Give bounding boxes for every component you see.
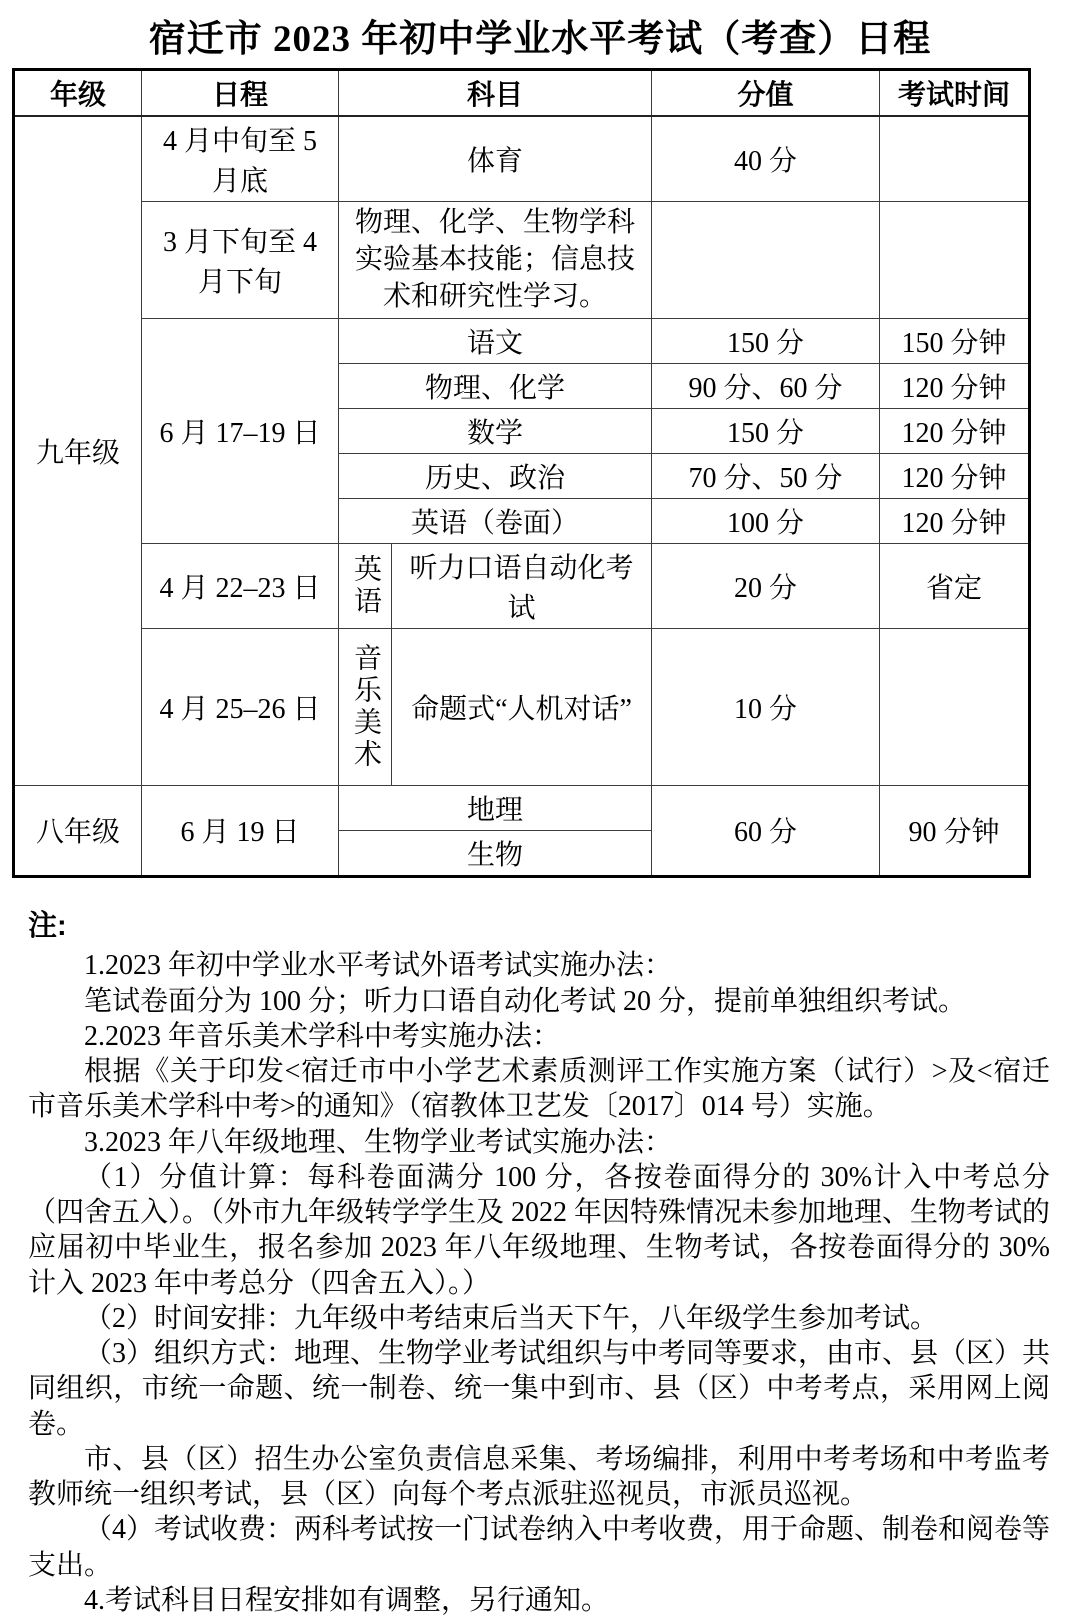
note-item-1: 1.2023 年初中学业水平考试外语考试实施办法：: [84, 950, 673, 982]
time-cell-oral: [880, 628, 1030, 785]
score-cell-sports: 40 分: [652, 116, 880, 202]
score-cell-experiment: [652, 202, 880, 319]
subject-cell-geography: 地理: [339, 785, 652, 830]
subject-cell-chinese: 语文: [339, 318, 652, 363]
category-cell-music-art: 音乐美术: [339, 628, 392, 785]
time-cell-listening: 省定: [880, 543, 1030, 628]
subject-cell-experiment: 物理、化学、生物学科实验基本技能；信息技术和研究性学习。: [339, 202, 652, 319]
table-row-experiment: [14, 202, 1030, 319]
time-cell-physics-chem: 120 分钟: [880, 363, 1030, 408]
note-item-3-3-detail: 市、县（区）招生办公室负责信息采集、考场编排，利用中考考场和中考监考教师统一组织考试，县（区）向每个考点派驻巡视员，市派员巡视。: [28, 1443, 1050, 1511]
score-cell-listening: 20 分: [652, 543, 880, 628]
date-cell-sports: 4 月中旬至 5 月底: [142, 116, 339, 202]
note-item-2-detail: 根据《关于印发<宿迁市中小学艺术素质测评工作实施方案（试行）>及<宿迁市音乐美术学科中考>的通知》（宿教体卫艺发〔2017〕014 号）实施。: [28, 1056, 1050, 1123]
date-cell-experiment: 3 月下旬至 4 月下旬: [142, 202, 339, 319]
subject-cell-math: 数学: [339, 408, 652, 453]
note-item-3-4: （4）考试收费：两科考试按一门试卷纳入中考收费，用于命题、制卷和阅卷等支出。: [28, 1514, 1051, 1581]
subject-cell-biology: 生物: [339, 830, 652, 876]
note-item-3-1: （1）分值计算：每科卷面满分 100 分，各按卷面得分的 30%计入中考总分（四舍五入）。（外市九年级转学学生及 2022 年因特殊情况未参加地理、生物考试的应届初中毕业生，报名参加 2023 年八年级地理、生物考试，各按卷面得分的 30%计入 2023 年中考总分（四舍五入）。）: [28, 1161, 1051, 1299]
table-row-listening: [14, 543, 1030, 628]
subject-cell-oral: 命题式“人机对话”: [392, 628, 652, 785]
score-cell-math: 150 分: [652, 408, 880, 453]
grade-8-cell: 八年级: [14, 785, 142, 876]
col-header-score: 分值: [652, 70, 880, 117]
subject-cell-listening: 听力口语自动化考试: [392, 543, 652, 628]
col-header-grade: 年级: [14, 70, 142, 117]
time-cell-sports: [880, 116, 1030, 202]
table-row-sports: [14, 116, 1030, 202]
date-cell-oral: 4 月 25–26 日: [142, 628, 339, 785]
subject-cell-physics-chem: 物理、化学: [339, 363, 652, 408]
date-cell-grade8: 6 月 19 日: [142, 785, 339, 876]
category-cell-english: 英语: [339, 543, 392, 628]
note-item-3-2: （2）时间安排：九年级中考结束后当天下午，八年级学生参加考试。: [84, 1302, 939, 1334]
score-cell-oral: 10 分: [652, 628, 880, 785]
score-cell-english-paper: 100 分: [652, 498, 880, 543]
time-cell-math: 120 分钟: [880, 408, 1030, 453]
time-cell-english-paper: 120 分钟: [880, 498, 1030, 543]
col-header-subject: 科目: [339, 70, 652, 117]
note-item-2: 2.2023 年音乐美术学科中考实施办法：: [84, 1020, 561, 1052]
table-row-chinese: [14, 318, 1030, 363]
subject-cell-history-politics: 历史、政治: [339, 453, 652, 498]
subject-cell-english-paper: 英语（卷面）: [339, 498, 652, 543]
col-header-date: 日程: [142, 70, 339, 117]
exam-schedule-table: [12, 68, 1031, 878]
note-item-4: 4.考试科目日程安排如有调整，另行通知。: [84, 1585, 610, 1617]
time-cell-history-politics: 120 分钟: [880, 453, 1030, 498]
note-item-3-3: （3）组织方式：地理、生物学业考试组织与中考同等要求，由市、县（区）共同组织，市统一命题、统一制卷、统一集中到市、县（区）中考考点，采用网上阅卷。: [28, 1338, 1051, 1440]
grade-9-cell: 九年级: [14, 116, 142, 785]
date-cell-june: 6 月 17–19 日: [142, 318, 339, 543]
note-item-3: 3.2023 年八年级地理、生物学业考试实施办法：: [84, 1126, 673, 1158]
note-item-1-detail: 笔试卷面分为 100 分；听力口语自动化考试 20 分，提前单独组织考试。: [84, 985, 967, 1017]
notes-section: [28, 908, 1050, 1618]
score-cell-grade8: 60 分: [652, 785, 880, 876]
time-cell-chinese: 150 分钟: [880, 318, 1030, 363]
page-title: 宿迁市 2023 年初中学业水平考试（考查）日程: [148, 19, 932, 60]
table-row-oral: [14, 628, 1030, 785]
subject-cell-sports: 体育: [339, 116, 652, 202]
notes-label: 注:: [28, 909, 67, 942]
date-cell-listening: 4 月 22–23 日: [142, 543, 339, 628]
table-row-geography: [14, 785, 1030, 830]
score-cell-physics-chem: 90 分、60 分: [652, 363, 880, 408]
col-header-time: 考试时间: [880, 70, 1030, 117]
table-header-row: [14, 70, 1030, 117]
score-cell-history-politics: 70 分、50 分: [652, 453, 880, 498]
time-cell-grade8: 90 分钟: [880, 785, 1030, 876]
time-cell-experiment: [880, 202, 1030, 319]
score-cell-chinese: 150 分: [652, 318, 880, 363]
